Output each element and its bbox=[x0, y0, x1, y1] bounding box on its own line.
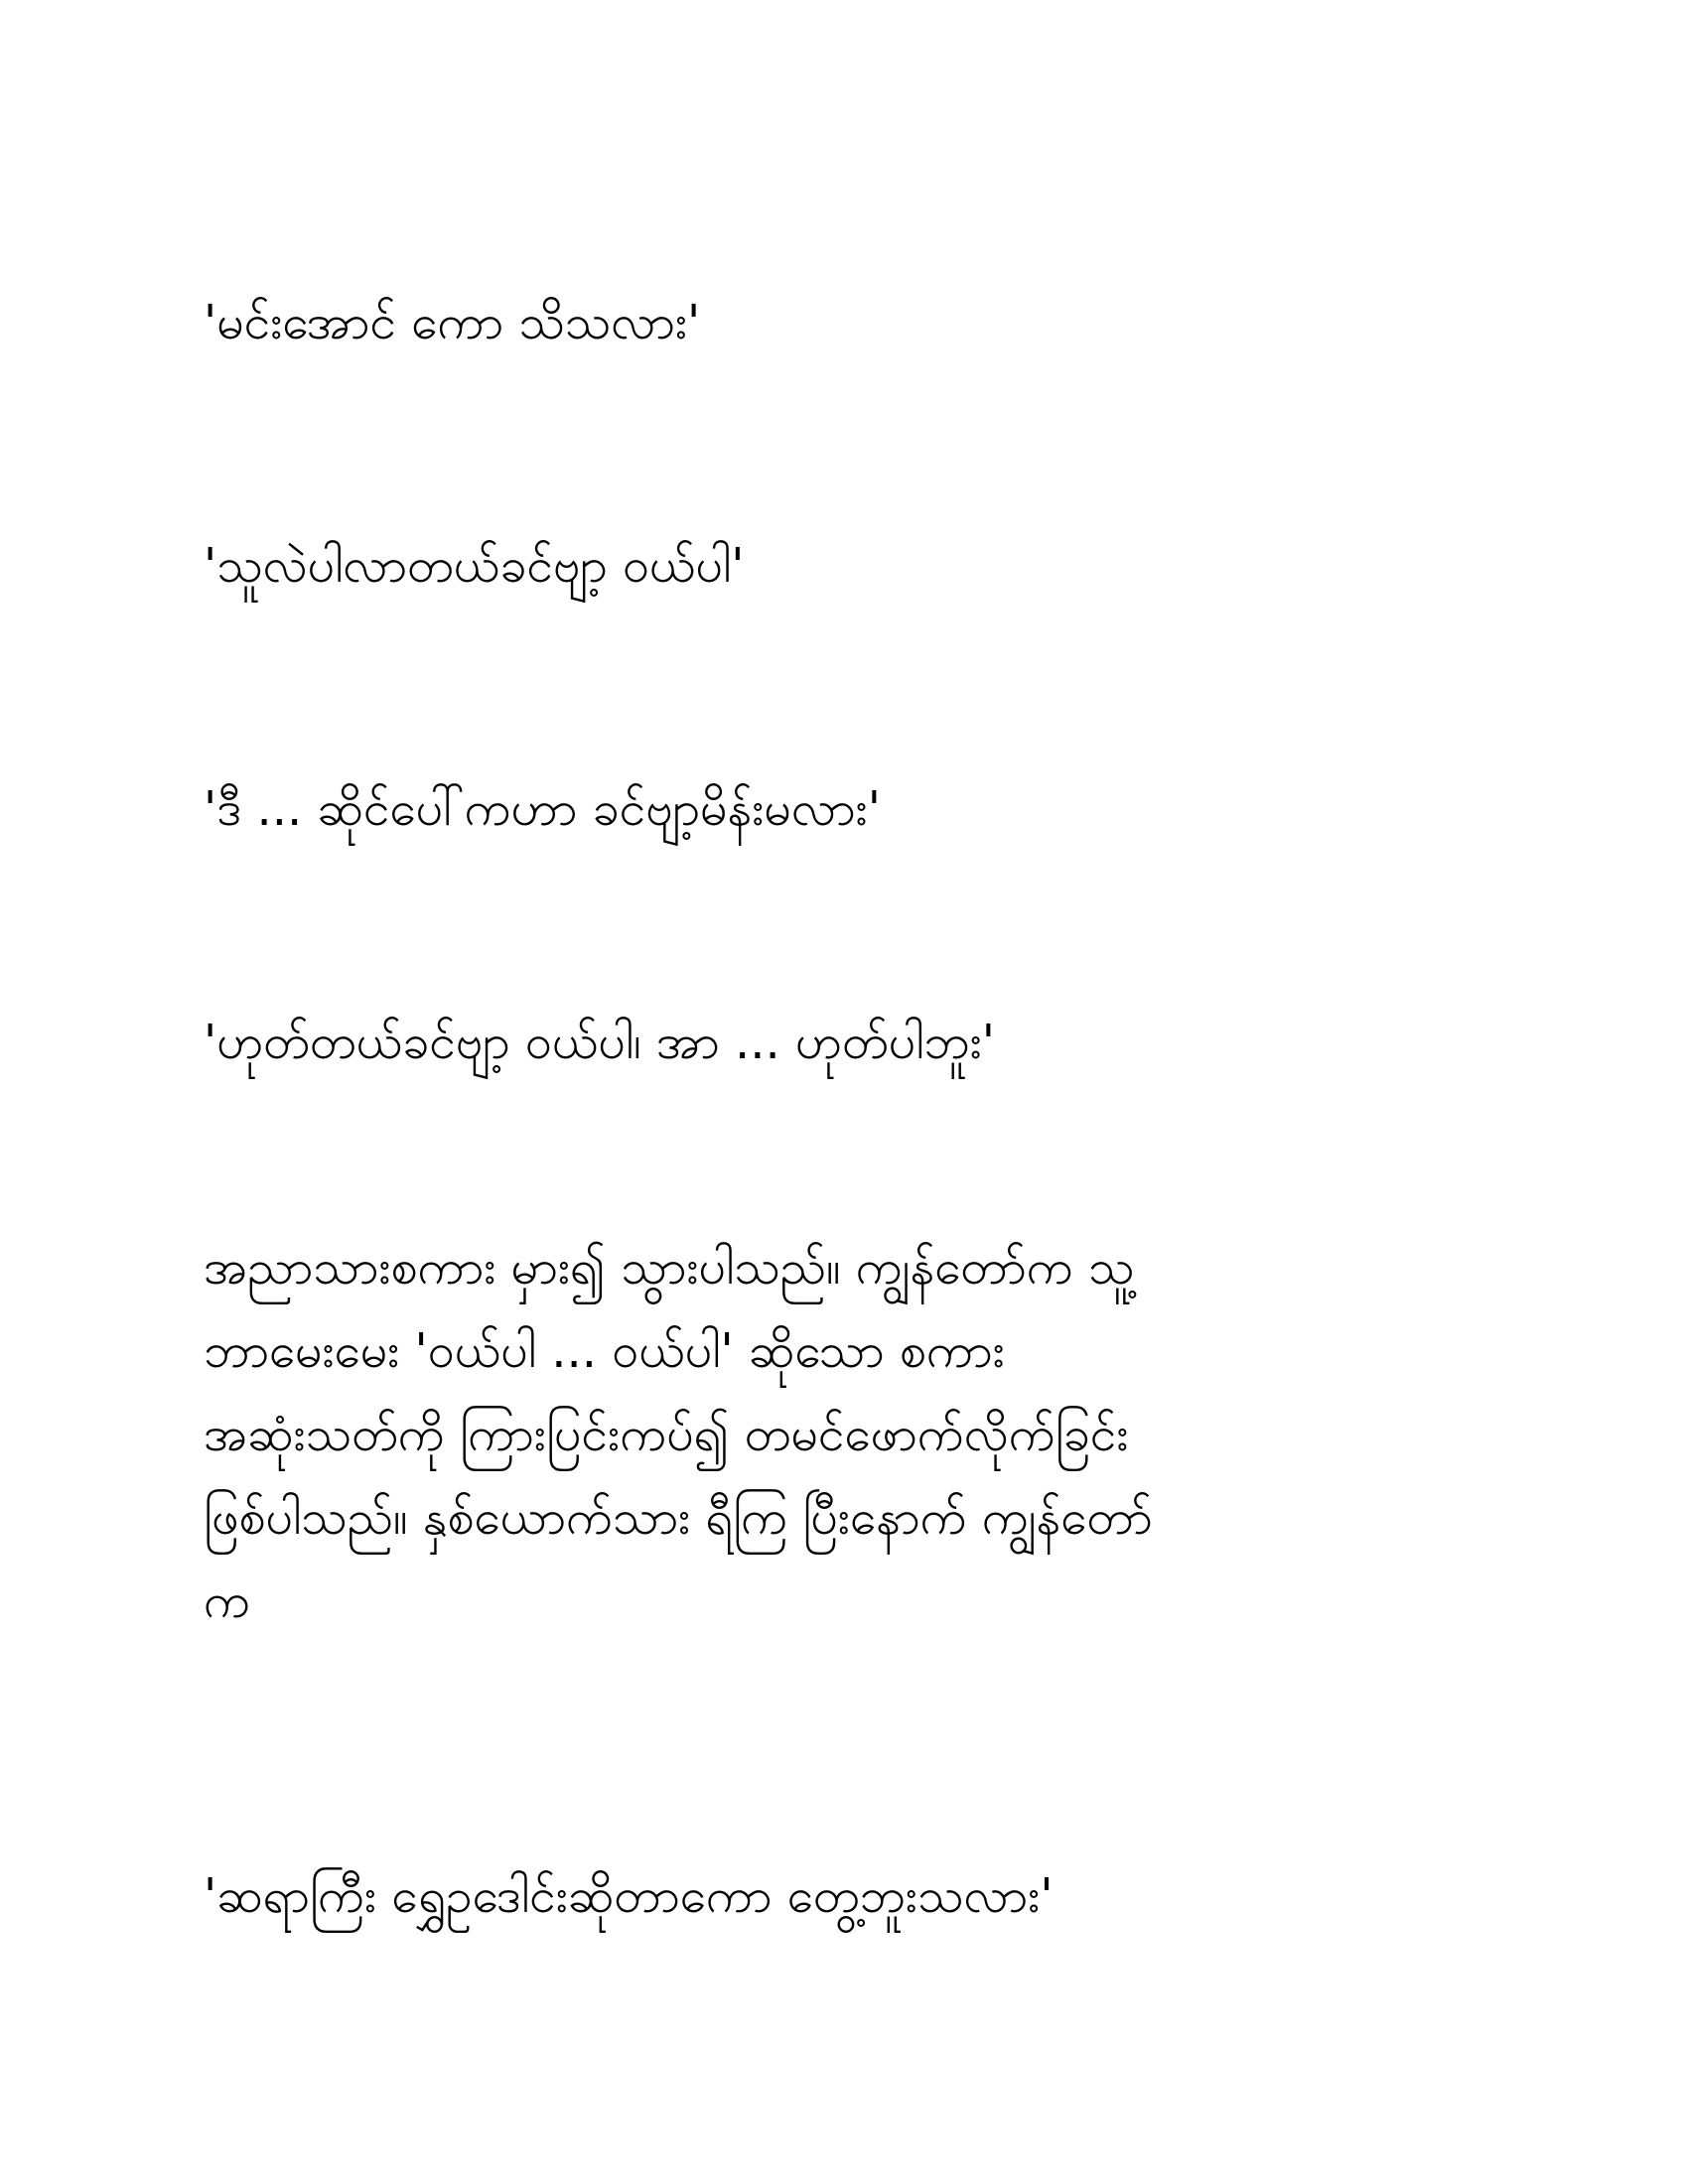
dialogue-line: 'ဒီ ... ဆိုင်ပေါ်ကဟာ ခင်ဗျာ့မိန်းမလား' bbox=[204, 781, 881, 837]
paragraph-line: က bbox=[204, 1573, 250, 1629]
dialogue-line: 'ဆရာကြီး ရွှေဥဒေါင်းဆိုတာကော တွေ့ဘူးသလား' bbox=[204, 1868, 1054, 1924]
dialogue-line: 'သူလဲပါလာတယ်ခင်ဗျာ့ ဝယ်ပါ' bbox=[204, 538, 745, 594]
paragraph-line: ဘာမေးမေး 'ဝယ်ပါ ... ဝယ်ပါ' ဆိုသော စကား bbox=[204, 1323, 1005, 1379]
dialogue-line: 'မင်းအောင် ကော သိသလား' bbox=[204, 295, 701, 350]
narrative-paragraph bbox=[204, 1226, 1494, 1643]
paragraph-line: အဆုံးသတ်ကို ကြားပြင်းကပ်၍ တမင်ဖောက်လိုက်ခြင်း bbox=[204, 1407, 1129, 1462]
paragraph-line: ဖြစ်ပါသည်။ နှစ်ယောက်သား ရီကြ ပြီးနောက် ကျွန်တော် bbox=[204, 1490, 1153, 1546]
paragraph-line: အညာသားစကား မှား၍ သွားပါသည်။ ကျွန်တော်က သူ့ bbox=[204, 1240, 1135, 1296]
dialogue-line: 'ဟုတ်တယ်ခင်ဗျာ့ ဝယ်ပါ၊ အာ ... ဟုတ်ပါဘူး' bbox=[204, 1015, 995, 1070]
